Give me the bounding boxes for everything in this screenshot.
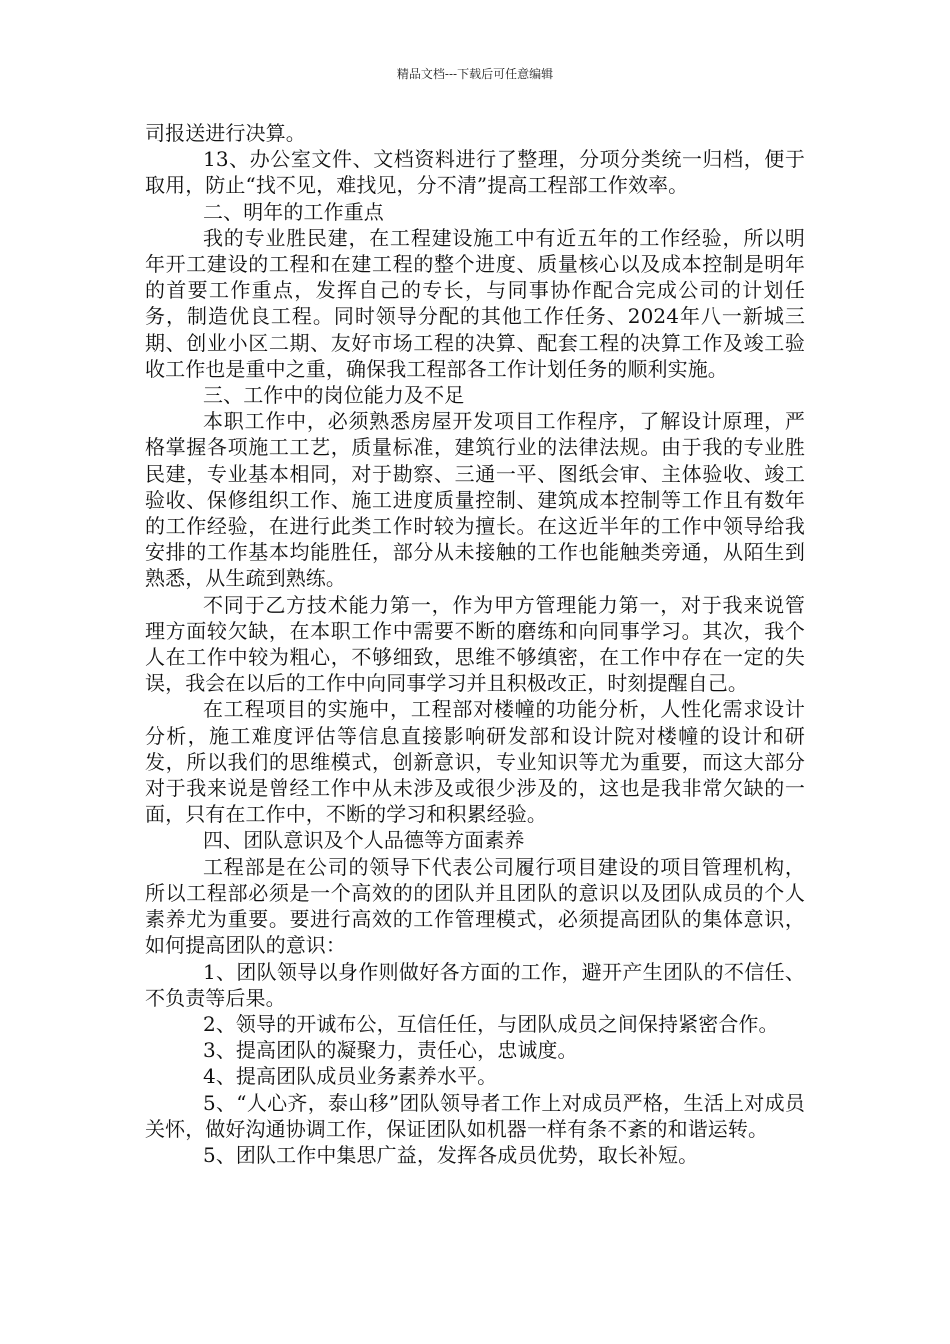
paragraph-team-intro: 工程部是在公司的领导下代表公司履行项目建设的项目管理机构，所以工程部必须是一个高效的的团队并且团队的意识以及团队成员的个人素养尤为重要。要进行高效的工作管理模式，必须提高团队的集体意识，如何提高团队的意识： — [145, 854, 805, 958]
list-item-2: 2、领导的开诚布公，互信任任，与团队成员之间保持紧密合作。 — [203, 1011, 779, 1036]
section-heading-2: 二、明年的工作重点 — [203, 199, 384, 224]
page-header: 精品文档---下载后可任意编辑 — [396, 67, 554, 81]
paragraph-continuation: 司报送进行决算。 — [145, 121, 306, 145]
paragraph-next-year-focus: 我的专业胜民建，在工程建设施工中有近五年的工作经验，所以明年开工建设的工程和在建工程的整个进度、质量核心以及成本控制是明年的首要工作重点，发挥自己的专长，与同事协作配合完成公司的计划任务，制造优良工程。同时领导分配的其他工作任务、2024年八一新城三期、创业小区二期、友好市场工程的决算、配套工程的决算工作及竣工验收工作也是重中之重，确保我工程部各工作计划任务的顺利实施。 — [145, 225, 805, 381]
section-heading-4: 四、团队意识及个人品德等方面素养 — [203, 828, 525, 853]
list-item-5b: 5、团队工作中集思广益，发挥各成员优势，取长补短。 — [203, 1142, 699, 1167]
paragraph-item-13: 13、办公室文件、文档资料进行了整理，分项分类统一归档，便于取用，防止“找不见，难找见，分不清”提高工程部工作效率。 — [145, 147, 805, 198]
paragraph-project-implementation: 在工程项目的实施中，工程部对楼幢的功能分析，人性化需求设计分析，施工难度评估等信息直接影响研发部和设计院对楼幢的设计和研发，所以我们的思维模式，创新意识，专业知识等尤为重要，而这大部分对于我来说是曾经工作中从未涉及或很少涉及的，这也是我非常欠缺的一面，只有在工作中，不断的学习和积累经验。 — [145, 697, 805, 827]
list-item-4: 4、提高团队成员业务素养水平。 — [203, 1064, 498, 1089]
list-item-3: 3、提高团队的凝聚力，责任心，忠诚度。 — [203, 1038, 578, 1063]
list-item-1: 1、团队领导以身作则做好各方面的工作，避开产生团队的不信任、不负责等后果。 — [145, 959, 805, 1010]
list-item-5a: 5、“人心齐，泰山移”团队领导者工作上对成员严格，生活上对成员关怀，做好沟通协调工作，保证团队如机器一样有条不紊的和谐运转。 — [145, 1090, 805, 1141]
section-heading-3: 三、工作中的岗位能力及不足 — [203, 383, 465, 408]
paragraph-job-ability: 本职工作中，必须熟悉房屋开发项目工作程序，了解设计原理，严格掌握各项施工工艺，质量标准，建筑行业的法律法规。由于我的专业胜民建，专业基本相同，对于勘察、三通一平、图纸会审、主体验收、竣工验收、保修组织工作、施工进度质量控制、建筑成本控制等工作且有数年的工作经验，在进行此类工作时较为擅长。在这近半年的工作中领导给我安排的工作基本均能胜任，部分从未接触的工作也能触类旁通，从陌生到熟悉，从生疏到熟练。 — [145, 409, 805, 591]
paragraph-shortcomings: 不同于乙方技术能力第一，作为甲方管理能力第一，对于我来说管理方面较欠缺，在本职工作中需要不断的磨练和向同事学习。其次，我个人在工作中较为粗心，不够细致，思维不够缜密，在工作中存在一定的失误，我会在以后的工作中向同事学习并且积极改正，时刻提醒自己。 — [145, 592, 805, 696]
document-body — [145, 120, 805, 1168]
